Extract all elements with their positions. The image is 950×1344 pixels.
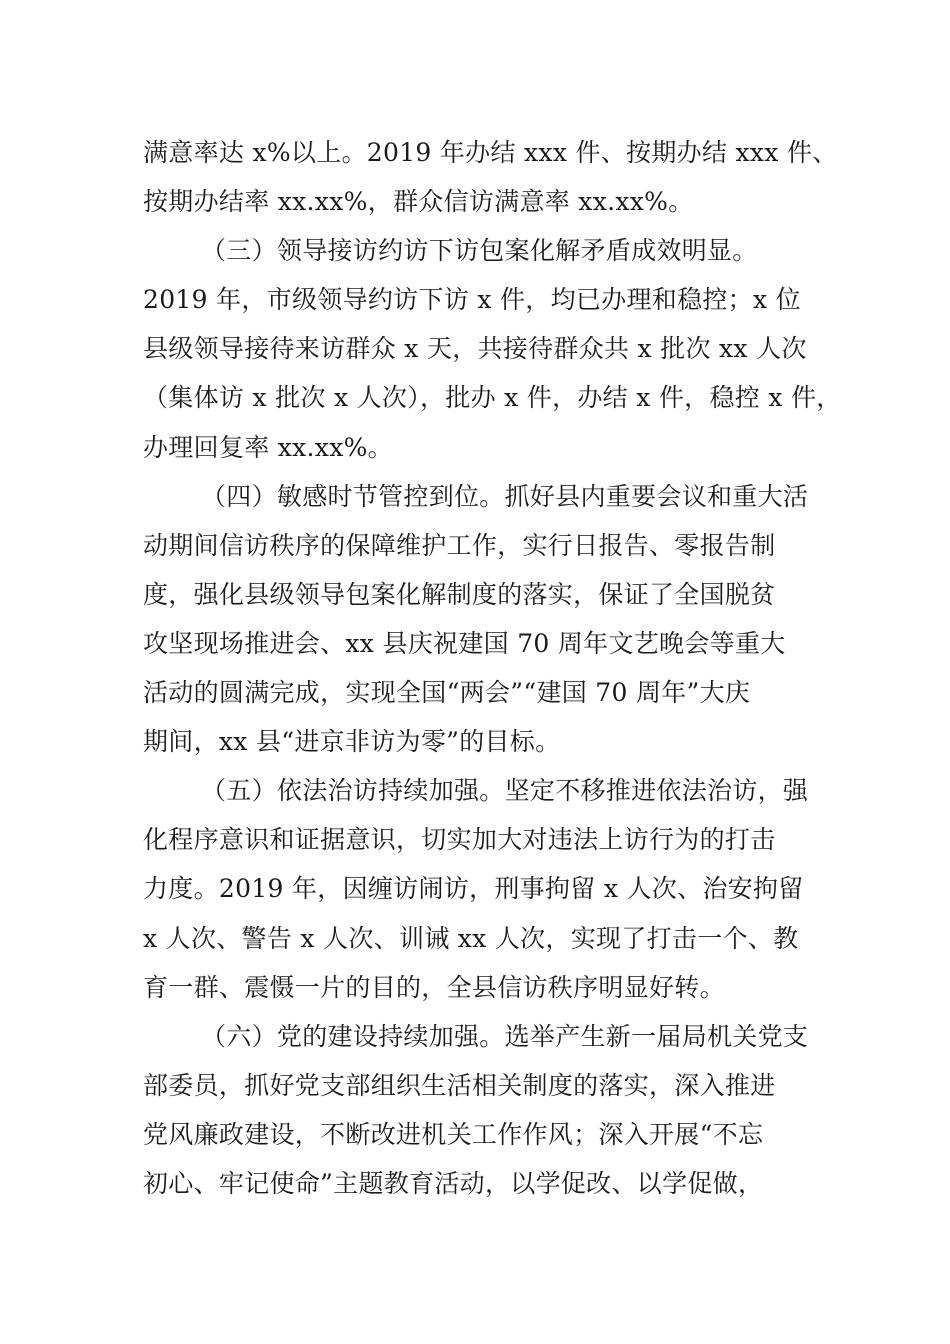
text-line: 力度。2019 年，因缠访闹访，刑事拘留 x 人次、治安拘留 [143,874,804,904]
section-heading-line: （四）敏感时节管控到位。抓好县内重要会议和重大活 [201,481,809,511]
text-line: 部委员，抓好党支部组织生活相关制度的落实，深入推进 [143,1070,776,1100]
text-line: x 人次、警告 x 人次、训诫 xx 人次，实现了打击一个、教 [143,923,799,953]
text-line: 初心、牢记使命”主题教育活动，以学促改、以学促做， [143,1168,764,1198]
text-line: 2019 年，市级领导约访下访 x 件，均已办理和稳控；x 位 [143,285,801,315]
text-line: 攻坚现场推进会、xx 县庆祝建国 70 周年文艺晚会等重大 [143,628,786,658]
text-line: 育一群、震慑一片的目的，全县信访秩序明显好转。 [143,972,725,1002]
section-heading-line: （六）党的建设持续加强。选举产生新一届局机关党支 [201,1021,809,1051]
text-line: 办理回复率 xx.xx%。 [143,432,393,462]
section-heading-line: （三）领导接访约访下访包案化解矛盾成效明显。 [201,236,758,266]
text-line: 度，强化县级领导包案化解制度的落实，保证了全国脱贫 [143,579,776,609]
text-line: 化程序意识和证据意识，切实加大对违法上访行为的打击 [143,825,776,855]
text-line: （集体访 x 批次 x 人次），批办 x 件，办结 x 件，稳控 x 件， [143,383,842,413]
text-line: 党风廉政建设，不断改进机关工作作风；深入开展“不忘 [143,1119,764,1149]
text-line: 活动的圆满完成，实现全国“两会”“建国 70 周年”大庆 [143,678,751,708]
text-line: 期间，xx 县“进京非访为零”的目标。 [143,727,561,757]
text-line: 动期间信访秩序的保障维护工作，实行日报告、零报告制 [143,530,776,560]
text-line: 县级领导接待来访群众 x 天，共接待群众共 x 批次 xx 人次 [143,334,807,364]
section-heading-line: （五）依法治访持续加强。坚定不移推进依法治访，强 [201,776,809,806]
document-body [143,128,842,1208]
text-line: 满意率达 x%以上。2019 年办结 xxx 件、按期办结 xxx 件、 [143,138,838,167]
text-line: 按期办结率 xx.xx%，群众信访满意率 xx.xx%。 [143,187,694,217]
